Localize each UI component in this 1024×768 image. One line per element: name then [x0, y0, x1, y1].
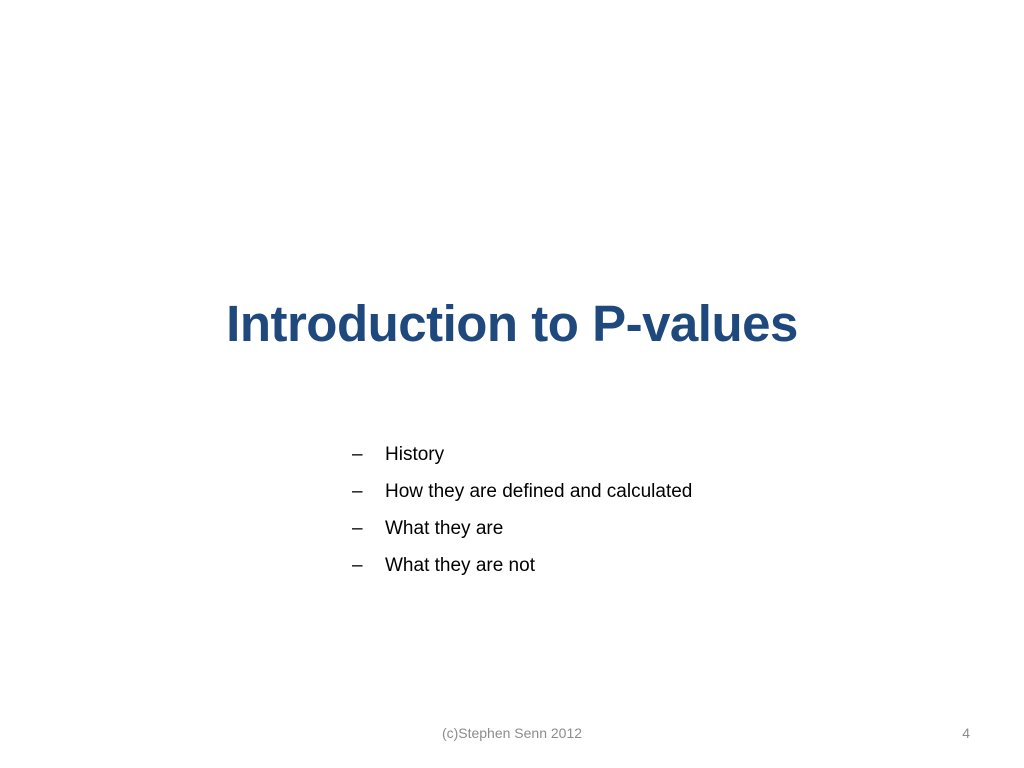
page-number: 4: [962, 725, 970, 741]
bullet-text: What they are not: [385, 555, 535, 576]
dash-marker: –: [352, 481, 363, 502]
dash-marker: –: [352, 555, 363, 576]
slide-title: Introduction to P-values: [226, 295, 798, 352]
dash-marker: –: [352, 518, 363, 539]
list-item: [352, 549, 692, 586]
bullet-text: What they are: [385, 518, 504, 539]
list-item: [352, 512, 692, 549]
footer-copyright: (c)Stephen Senn 2012: [441, 725, 583, 741]
list-item: [352, 475, 692, 512]
bullet-text: History: [385, 444, 445, 465]
bullet-text: How they are defined and calculated: [385, 481, 693, 502]
list-item: [352, 438, 692, 475]
bullet-list: [352, 438, 692, 586]
dash-marker: –: [352, 444, 363, 465]
